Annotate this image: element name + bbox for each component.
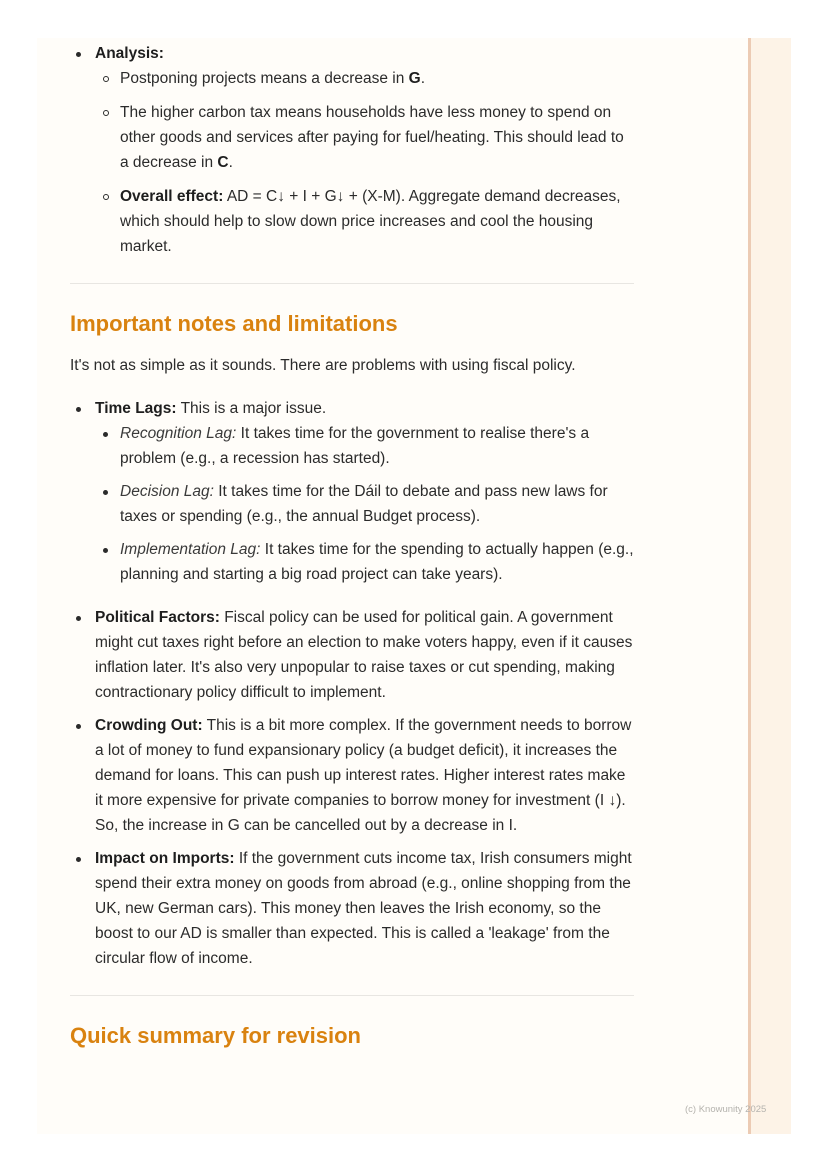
list-item-impact-on-imports: Impact on Imports: If the government cuts income tax, Irish consumers might spend their extra money on goods from abroad (e.g., online shopping from the UK, new German cars). This money then leaves the Irish economy, so the boost to our AD is smaller than expected. This is called a 'leakage' from the circular flow of income. [70, 846, 634, 971]
list-item: Postponing projects means a decrease in G. [95, 66, 634, 91]
analysis-item [70, 41, 634, 259]
copyright-footer: (c) Knowunity 2025 [685, 1104, 767, 1115]
list-item: Overall effect: AD = C↓ + I + G↓ + (X-M). Aggregate demand decreases, which should help to slow down price increases and cool the housing market. [95, 184, 634, 259]
list-item: Implementation Lag: It takes time for the spending to actually happen (e.g., planning and starting a big road project can take years). [95, 537, 634, 587]
section-heading-limitations: Important notes and limitations [70, 311, 398, 336]
section-heading-summary: Quick summary for revision [70, 1023, 361, 1048]
time-lags-sublist [95, 421, 634, 587]
list-item-crowding-out: Crowding Out: This is a bit more complex. If the government needs to borrow a lot of money to fund expansionary policy (a budget deficit), it increases the demand for loans. This can push up interest rates. Higher interest rates make it more expensive for private companies to borrow money for investment (I ↓). So, the increase in G can be cancelled out by a decrease in I. [70, 713, 634, 838]
analysis-list [70, 41, 634, 259]
list-item-political-factors: Political Factors: Fiscal policy can be used for political gain. A government might cut taxes right before an election to make voters happy, even if it causes inflation later. It's also very unpopular to raise taxes or cut spending, making contractionary policy difficult to implement. [70, 605, 634, 705]
divider [70, 283, 634, 284]
analysis-sublist [95, 66, 634, 259]
limitations-list [70, 396, 634, 971]
list-item: Recognition Lag: It takes time for the government to realise there's a problem (e.g., a recession has started). [95, 421, 634, 471]
margin-line [748, 38, 751, 1134]
document-page [37, 38, 791, 1134]
list-item: The higher carbon tax means households have less money to spend on other goods and services after paying for fuel/heating. This should lead to a decrease in C. [95, 100, 634, 175]
document-content [70, 38, 634, 1050]
list-item-time-lags: Time Lags: This is a major issue. Recognition Lag: It takes time for the government to realise there's a problem (e.g., a recession has started). Decision Lag: It takes time for the Dáil to debate and pass new laws for taxes or spending (e.g., the annual Budget process). Implementation Lag: It takes time for the spending to actually happen (e.g., planning and starting a big road project can take years). [70, 396, 634, 587]
divider [70, 995, 634, 996]
list-item: Decision Lag: It takes time for the Dáil to debate and pass new laws for taxes or spending (e.g., the annual Budget process). [95, 479, 634, 529]
analysis-label: Analysis: [95, 45, 164, 62]
limitations-intro: It's not as simple as it sounds. There are problems with using fiscal policy. [70, 357, 576, 374]
margin-strip [748, 38, 791, 1134]
